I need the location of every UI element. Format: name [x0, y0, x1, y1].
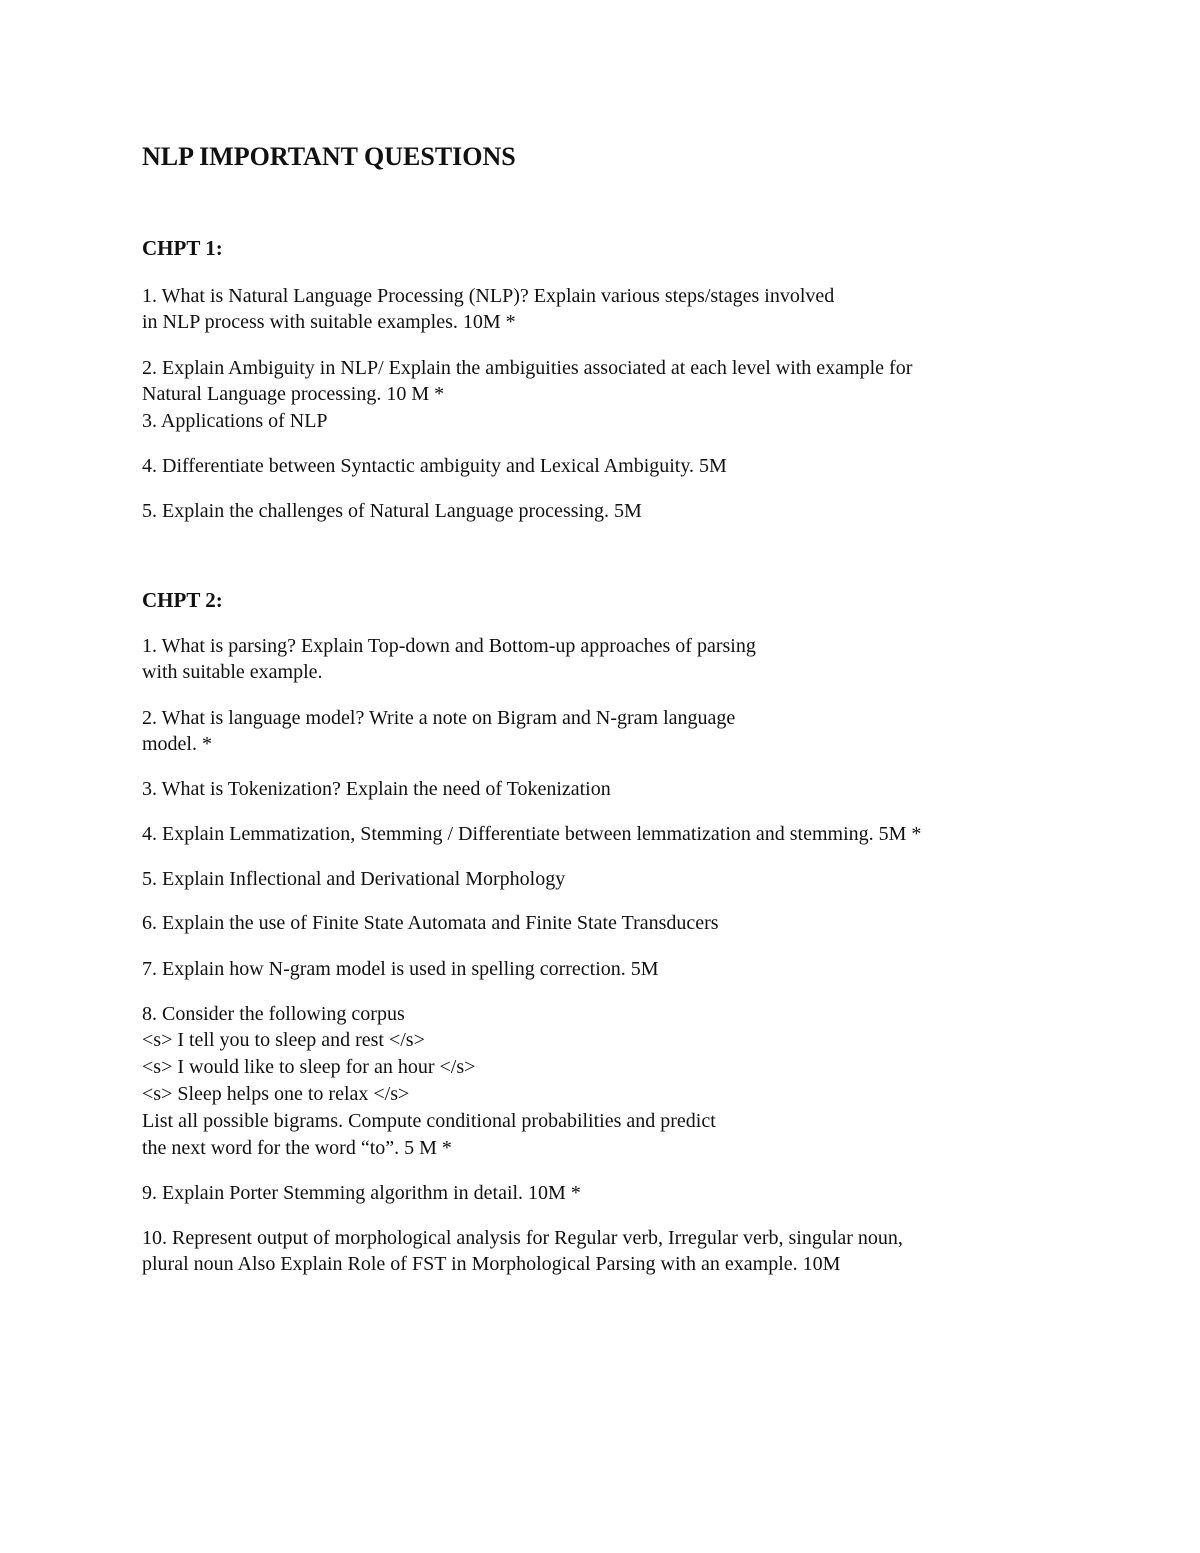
chapter-2-question-8-corpus-line-3: <s> Sleep helps one to relax </s> — [142, 1083, 410, 1105]
chapter-1-question-4: 4. Differentiate between Syntactic ambiguity and Lexical Ambiguity. 5M — [142, 455, 727, 477]
chapter-1-question-1-line-1: 1. What is Natural Language Processing (NLP)? Explain various steps/stages involved — [142, 285, 835, 307]
chapter-1-heading: CHPT 1: — [142, 236, 223, 260]
chapter-2-question-8-corpus-line-2: <s> I would like to sleep for an hour </s> — [142, 1056, 476, 1078]
chapter-1-question-2-line-1: 2. Explain Ambiguity in NLP/ Explain the ambiguities associated at each level with example for — [142, 357, 913, 379]
chapter-2-question-6: 6. Explain the use of Finite State Automata and Finite State Transducers — [142, 912, 719, 934]
chapter-2-question-3: 3. What is Tokenization? Explain the need of Tokenization — [142, 778, 611, 800]
chapter-2-question-2-line-2: model. * — [142, 733, 212, 755]
chapter-1-question-2-line-2: Natural Language processing. 10 M * — [142, 383, 445, 405]
chapter-2-question-5: 5. Explain Inflectional and Derivational Morphology — [142, 868, 566, 890]
chapter-2-question-4: 4. Explain Lemmatization, Stemming / Differentiate between lemmatization and stemming. 5M * — [142, 823, 922, 845]
chapter-2-question-9: 9. Explain Porter Stemming algorithm in detail. 10M * — [142, 1182, 581, 1204]
chapter-2-question-8-line-5: List all possible bigrams. Compute conditional probabilities and predict — [142, 1110, 716, 1132]
chapter-2-question-8-line-6: the next word for the word “to”. 5 M * — [142, 1137, 452, 1159]
document-title: NLP IMPORTANT QUESTIONS — [142, 142, 516, 171]
chapter-2-question-8-corpus-line-1: <s> I tell you to sleep and rest </s> — [142, 1029, 425, 1051]
chapter-1-question-1-line-2: in NLP process with suitable examples. 10M * — [142, 311, 516, 333]
chapter-1-question-5: 5. Explain the challenges of Natural Language processing. 5M — [142, 500, 642, 522]
chapter-2-question-8-line-1: 8. Consider the following corpus — [142, 1003, 405, 1025]
chapter-2-question-1-line-1: 1. What is parsing? Explain Top-down and Bottom-up approaches of parsing — [142, 635, 756, 657]
chapter-2-heading: CHPT 2: — [142, 588, 223, 612]
chapter-1-question-3: 3. Applications of NLP — [142, 410, 328, 432]
chapter-2-question-10-line-2: plural noun Also Explain Role of FST in Morphological Parsing with an example. 10M — [142, 1253, 841, 1275]
chapter-2-question-10-line-1: 10. Represent output of morphological analysis for Regular verb, Irregular verb, singular noun, — [142, 1227, 903, 1249]
chapter-2-question-7: 7. Explain how N-gram model is used in spelling correction. 5M — [142, 958, 659, 980]
chapter-2-question-2-line-1: 2. What is language model? Write a note on Bigram and N-gram language — [142, 707, 736, 729]
chapter-2-question-1-line-2: with suitable example. — [142, 661, 323, 683]
